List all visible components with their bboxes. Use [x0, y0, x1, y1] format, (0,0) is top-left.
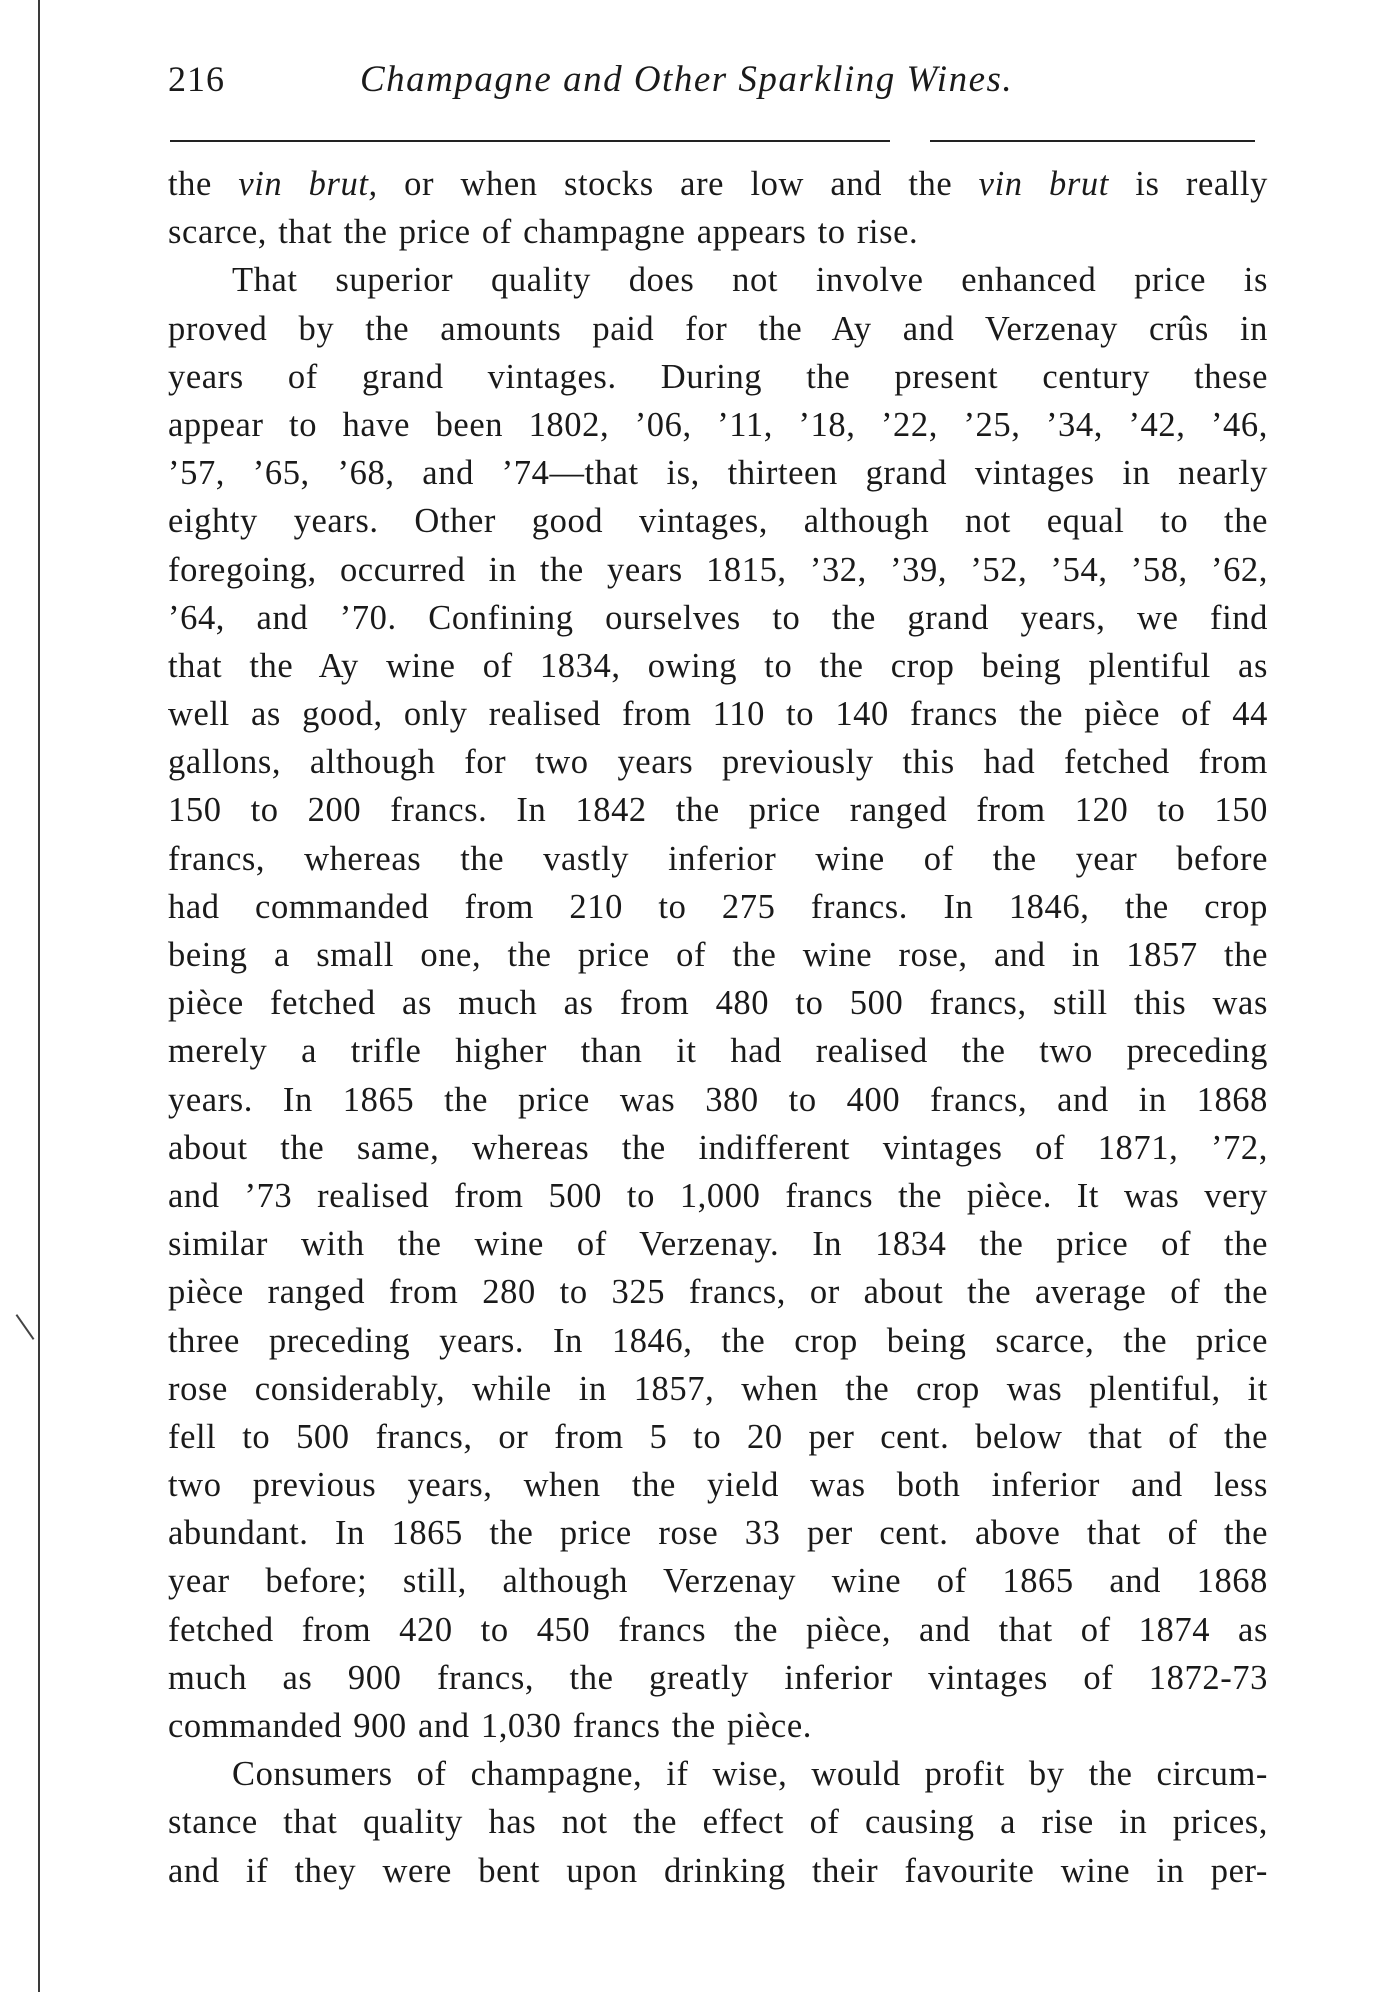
text-line-14: 150 to 200 francs. In 1842 the price ranged from 120 to 150 — [168, 791, 1268, 830]
text-line-29: abundant. In 1865 the price rose 33 per cent. above that of the — [168, 1514, 1268, 1553]
running-title: Champagne and Other Sparkling Wines. — [360, 59, 1014, 100]
line-1-part-1: the — [168, 165, 239, 203]
text-line-1 — [168, 160, 1268, 208]
text-line-12: well as good, only realised from 110 to 140 francs the pièce of 44 — [168, 695, 1268, 734]
text-line-34: Consumers of champagne, if wise, would profit by the circum- — [232, 1755, 1268, 1794]
text-line-20: years. In 1865 the price was 380 to 400 francs, and in 1868 — [168, 1080, 1268, 1119]
line-1-part-2: or when stocks are low and the — [377, 165, 979, 203]
text-line-35: stance that quality has not the effect of causing a rise in prices, — [168, 1803, 1268, 1842]
text-line-5: years of grand vintages. During the present century these — [168, 357, 1268, 396]
line-1-part-3: is really — [1108, 165, 1268, 203]
text-line-19: merely a trifle higher than it had realised the two preceding — [168, 1032, 1268, 1071]
text-line-21: about the same, whereas the indifferent vintages of 1871, ’72, — [168, 1128, 1268, 1167]
text-line-24: pièce ranged from 280 to 325 francs, or about the average of the — [168, 1273, 1268, 1312]
line-1-italic-2: vin brut — [978, 165, 1109, 203]
text-line-32: much as 900 francs, the greatly inferior vintages of 1872-73 — [168, 1658, 1268, 1697]
text-line-22: and ’73 realised from 500 to 1,000 francs the pièce. It was very — [168, 1176, 1268, 1215]
text-line-8: eighty years. Other good vintages, although not equal to the — [168, 502, 1268, 541]
text-line-17: being a small one, the price of the wine rose, and in 1857 the — [168, 936, 1268, 974]
page-header — [168, 58, 1268, 118]
line-1-italic-1: vin brut, — [238, 165, 378, 203]
text-line-36: and if they were bent upon drinking their favourite wine in per- — [168, 1851, 1268, 1890]
text-line-9: foregoing, occurred in the years 1815, ’32, ’39, ’52, ’54, ’58, ’62, — [168, 550, 1268, 589]
text-line-6: appear to have been 1802, ’06, ’11, ’18, ’22, ’25, ’34, ’42, ’46, — [168, 405, 1268, 444]
header-rule-left — [170, 140, 890, 142]
text-line-23: similar with the wine of Verzenay. In 1834 the price of the — [168, 1225, 1268, 1264]
text-line-25: three preceding years. In 1846, the crop being scarce, the price — [168, 1321, 1268, 1360]
text-line-18: pièce fetched as much as from 480 to 500 francs, still this was — [168, 984, 1268, 1023]
page-number: 216 — [168, 59, 225, 99]
text-line-11: that the Ay wine of 1834, owing to the crop being plentiful as — [168, 646, 1268, 685]
text-line-15: francs, whereas the vastly inferior wine of the year before — [168, 839, 1268, 878]
margin-mark — [16, 1314, 35, 1340]
text-line-7: ’57, ’65, ’68, and ’74—that is, thirteen grand vintages in nearly — [168, 454, 1268, 493]
text-line-3: That superior quality does not involve enhanced price is — [232, 261, 1268, 300]
text-line-30: year before; still, although Verzenay wine of 1865 and 1868 — [168, 1562, 1268, 1601]
text-line-13: gallons, although for two years previously this had fetched from — [168, 743, 1268, 782]
text-line-31: fetched from 420 to 450 francs the pièce, and that of 1874 as — [168, 1610, 1268, 1649]
text-line-2: scarce, that the price of champagne appears to rise. — [168, 213, 919, 252]
text-line-16: had commanded from 210 to 275 francs. In 1846, the crop — [168, 887, 1268, 926]
text-line-27: fell to 500 francs, or from 5 to 20 per cent. below that of the — [168, 1417, 1268, 1456]
binding-edge — [38, 0, 40, 1992]
body-text — [168, 160, 1268, 1895]
text-line-10: ’64, and ’70. Confining ourselves to the grand years, we find — [168, 598, 1268, 637]
text-line-4: proved by the amounts paid for the Ay and Verzenay crûs in — [168, 309, 1268, 348]
text-line-26: rose considerably, while in 1857, when the crop was plentiful, it — [168, 1369, 1268, 1408]
header-rule-right — [930, 140, 1255, 142]
text-line-33: commanded 900 and 1,030 francs the pièce. — [168, 1707, 812, 1745]
text-line-28: two previous years, when the yield was both inferior and less — [168, 1466, 1268, 1505]
